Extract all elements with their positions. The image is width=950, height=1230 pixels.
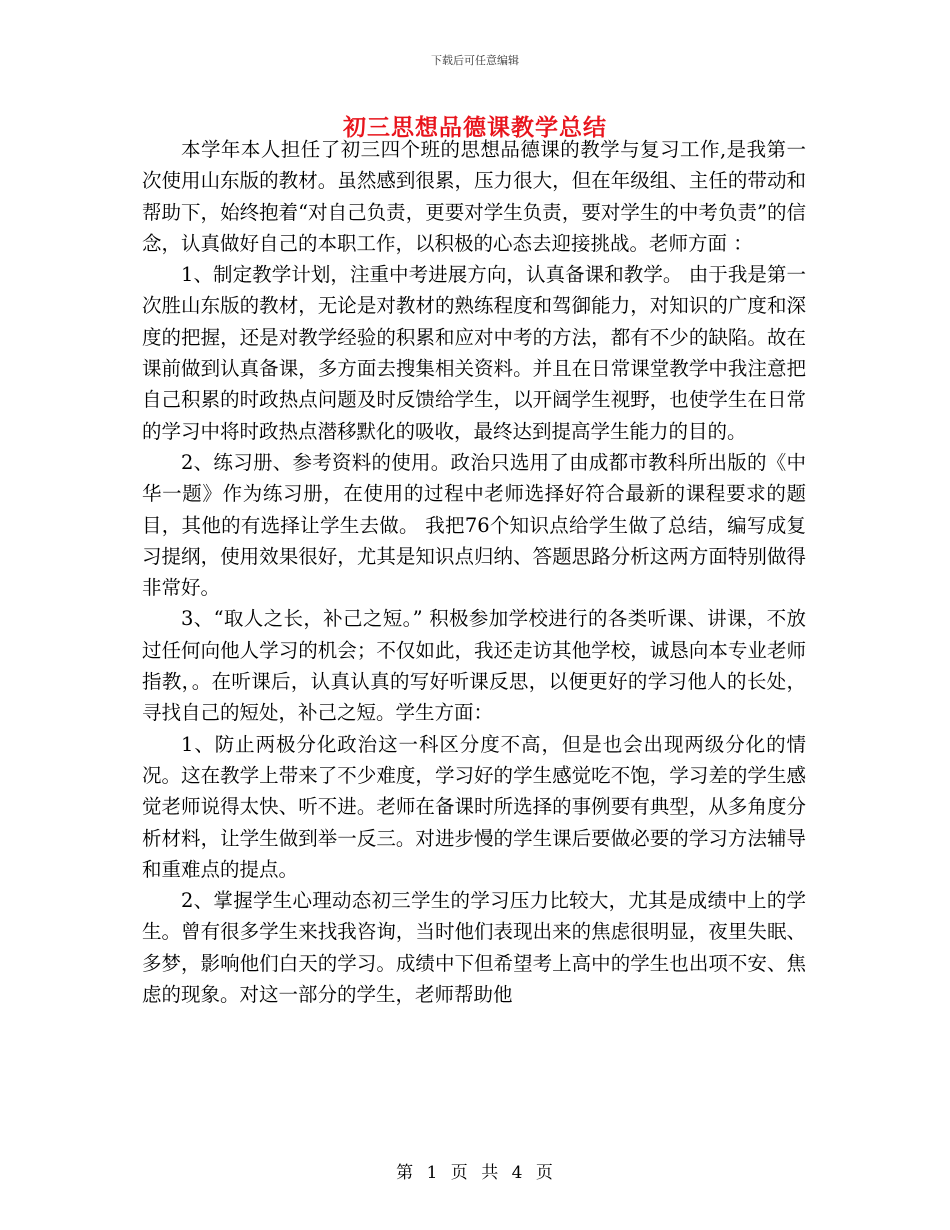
footer-page-number: 1 — [426, 1163, 439, 1183]
document-title: 初三思想品德课教学总结 — [343, 114, 607, 141]
paragraph-teacher-3: 3、“取人之长，补己之短。” 积极参加学校进行的各类听课、讲课，不放过任何向他人学习的机会；不仅如此，我还走访其他学校，诚恳向本专业老师指教，。在听课后，认真认真的写好听课反思，以便更好的学习他人的长处，寻找自己的短处，补己之短。学生方面： — [142, 607, 806, 725]
footer-total-prefix: 共 — [481, 1163, 500, 1183]
footer-total-pages: 4 — [511, 1163, 524, 1183]
footer-total-label: 页 — [535, 1163, 554, 1183]
paragraph-student-1: 1、防止两极分化政治这一科区分度不高，但是也会出现两级分化的情况。这在教学上带来了不少难度，学习好的学生感觉吃不饱，学习差的学生感觉老师说得太快、听不进。老师在备课时所选择的事例要有典型，从多角度分析材料，让学生做到举一反三。对进步慢的学生课后要做必要的学习方法辅导和重难点的提点。 — [142, 732, 806, 881]
paragraph-teacher-2: 2、练习册、参考资料的使用。政治只选用了由成都市教科所出版的《中华一题》作为练习册，在使用的过程中老师选择好符合最新的课程要求的题目，其他的有选择让学生去做。 我把76个知识点给学生做了总结，编写成复习提纲，使用效果很好，尤其是知识点归纳、答题思路分析这两方面特别做得非常好。 — [142, 450, 806, 600]
paragraph-intro: 本学年本人担任了初三四个班的思想品德课的教学与复习工作,是我第一次使用山东版的教材。虽然感到很累，压力很大，但在年级组、主任的带动和帮助下，始终抱着“对自己负责，更要对学生负责，要对学生的中考负责”的信念，认真做好自己的本职工作，以积极的心态去迎接挑战。老师方面 ： — [142, 138, 806, 255]
footer-prefix: 第 — [396, 1163, 415, 1183]
paragraph-student-2: 2、掌握学生心理动态初三学生的学习压力比较大，尤其是成绩中上的学生。曾有很多学生来找我咨询，当时他们表现出来的焦虑很明显，夜里失眠、多梦，影响他们白天的学习。成绩中下但希望考上高中的学生也出项不安、焦虑的现象。对这一部分的学生，老师帮助他 — [142, 889, 806, 1007]
paragraph-teacher-1: 1、制定教学计划，注重中考进展方向，认真备课和教学。 由于我是第一次胜山东版的教材，无论是对教材的熟练程度和驾御能力，对知识的广度和深度的把握，还是对教学经验的积累和应对中考的方法，都有不少的缺陷。故在课前做到认真备课，多方面去搜集相关资料。并且在日常课堂教学中我注意把自己积累的时政热点问题及时反馈给学生，以开阔学生视野，也使学生在日常的学习中将时政热点潜移默化的吸收，最终达到提高学生能力的目的。 — [142, 263, 806, 443]
document-body — [142, 134, 806, 1010]
footer-page-label: 页 — [450, 1163, 469, 1183]
header-note: 下载后可任意编辑 — [431, 54, 519, 67]
page-footer — [0, 1158, 950, 1183]
